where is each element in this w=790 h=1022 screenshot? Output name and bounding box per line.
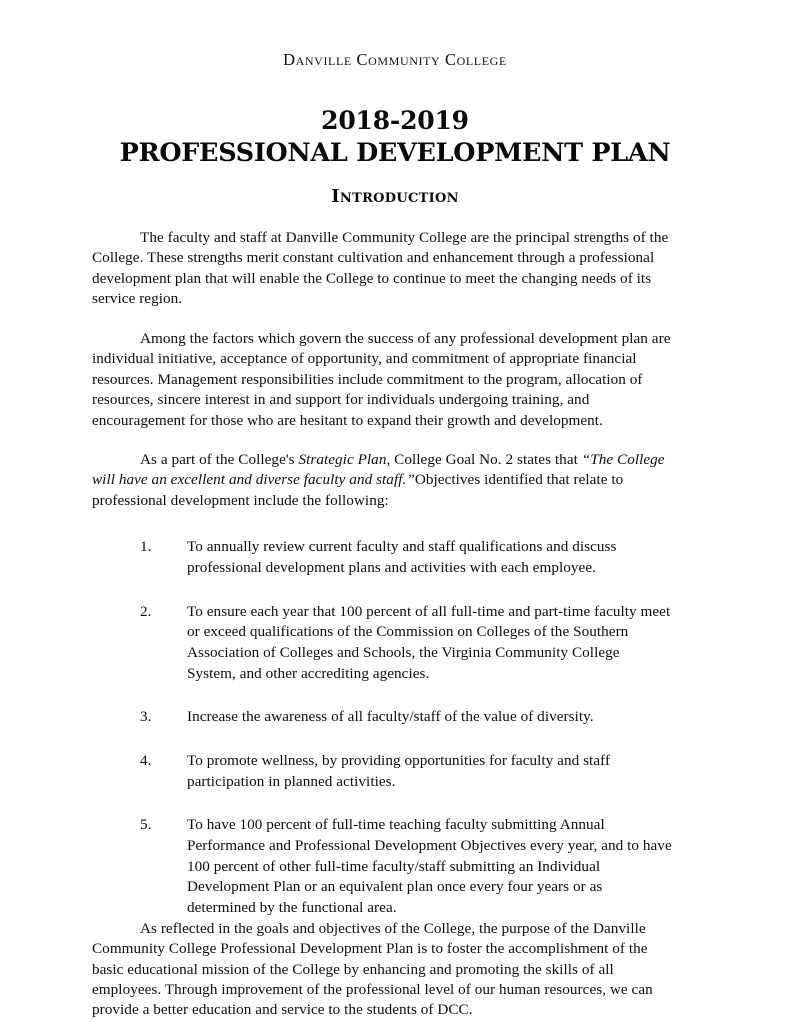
objective-text: To ensure each year that 100 percent of all full-time and part-time faculty meet or exceed qualifications of the Commission on Colleges of the Southern Association of Colleges and Schools, the Virginia Community College System, and other accrediting agencies. (187, 602, 671, 682)
objective-item (92, 707, 672, 728)
document-title-name: PROFESSIONAL DEVELOPMENT PLAN (119, 137, 671, 168)
paragraph-2: Among the factors which govern the success of any professional development plan are individual initiative, acceptance of opportunity, and commitment of appropriate financial resources. Management responsibilities include commitment to the program, allocation of resources, sincere interest in and support for individuals undergoing training, and encouragement for those who are hesitant to expand their growth and development. (92, 329, 671, 429)
objective-text: To have 100 percent of full-time teaching faculty submitting Annual Performance and Professional Development Objectives every year, and to have 100 percent of other full-time faculty/staff submitting an Individual Development Plan or an equivalent plan once every four years or as determined by the functional area. (187, 816, 672, 916)
objective-number: 5. (140, 816, 152, 834)
paragraph-1: The faculty and staff at Danville Community College are the principal strengths of the College. These strengths merit constant cultivation and enhancement through a professional development plan that will enable the College to continue to meet the changing needs of its service region. (92, 229, 669, 308)
objective-text: Increase the awareness of all faculty/staff of the value of diversity. (187, 708, 594, 726)
objective-number: 1. (140, 538, 152, 556)
objective-item (92, 815, 672, 918)
paragraph-3-text-a: As a part of the College's (140, 450, 299, 468)
objective-number: 3. (140, 708, 152, 726)
college-goal-quote: “The College will have an excellent and diverse faculty and staff.” (92, 450, 665, 489)
paragraph-3-text-c: Objectives identified that relate to professional development include the following: (92, 471, 624, 509)
objective-text: To promote wellness, by providing opportunities for faculty and staff participation in planned activities. (187, 751, 611, 790)
document-title-year: 2018-2019 (321, 106, 469, 135)
objective-item (92, 751, 672, 792)
objective-item (92, 602, 672, 685)
body-content (92, 228, 672, 1021)
objective-number: 2. (140, 602, 152, 620)
objective-text: To annually review current faculty and staff qualifications and discuss professional development plans and activities with each employee. (187, 538, 617, 576)
objective-item (92, 537, 672, 578)
objective-number: 4. (140, 751, 152, 769)
paragraph-3 (92, 450, 672, 511)
strategic-plan-title: Strategic Plan (298, 450, 387, 468)
section-heading-introduction: Introduction (331, 186, 459, 207)
objectives-list (92, 537, 672, 918)
organization-name: Danville Community College (283, 50, 507, 69)
paragraph-4: As reflected in the goals and objectives of the College, the purpose of the Danville Community College Professional Development Plan is to foster the accomplishment of the basic educational mission of the College by enhancing and promoting the skills of all employees. Through improvement of the professional level of our human resources, we can provide a better education and service to the students of DCC. (92, 919, 653, 1019)
paragraph-3-text-b: , College Goal No. 2 states that (386, 450, 582, 468)
document-title (0, 105, 790, 169)
